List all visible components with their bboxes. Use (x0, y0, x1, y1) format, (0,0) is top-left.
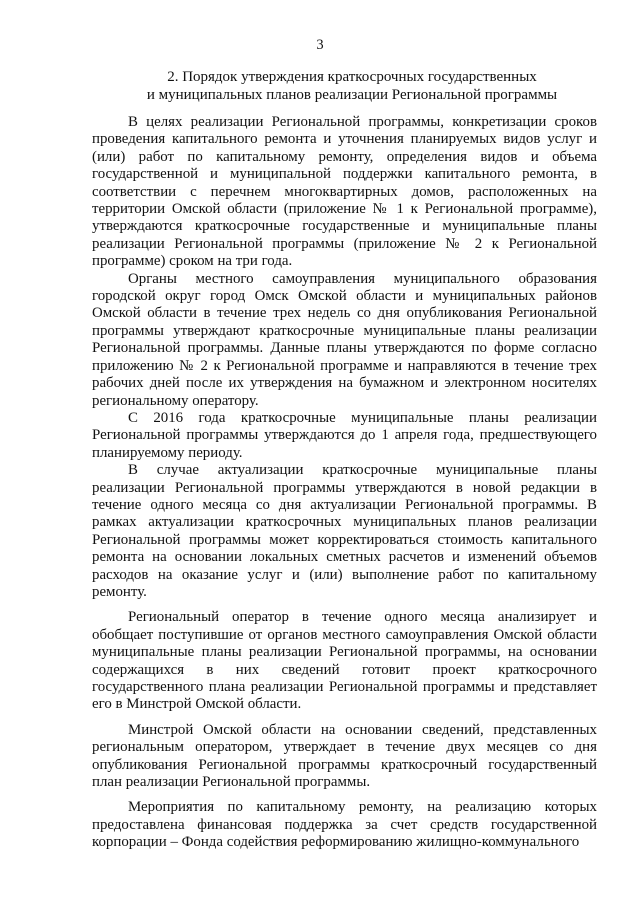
paragraph: Региональный оператор в течение одного месяца анализирует и обобщает поступившие от органов местного самоуправления Омской области муниципальные планы реализации Региональной программы, на основании содержащихся в них сведений готовит проект краткосрочного государственного плана реализации Региональной программы и представляет его в Минстрой Омской области. (92, 609, 597, 713)
section-title-line-1: 2. Порядок утверждения краткосрочных государственных (167, 69, 537, 85)
paragraph: В случае актуализации краткосрочные муниципальные планы реализации Региональной программы утверждаются в новой редакции в течение одного месяца со дня актуализации Региональной программы. В рамках актуализации краткосрочных муниципальных планов реализации Региональной программы может корректироваться стоимость капитального ремонта на основании локальных сметных расчетов и изменений объемов расходов на оказание услуг и (или) выполнение работ по капитальному ремонту. (92, 462, 597, 600)
paragraph: Минстрой Омской области на основании сведений, представленных региональным оператором, утверждает в течение двух месяцев со дня опубликования Региональной программы краткосрочный государственный план реализации Региональной программы. (92, 721, 597, 791)
section-title-line-2: и муниципальных планов реализации Региональной программы (146, 87, 558, 103)
paragraph: Мероприятия по капитальному ремонту, на реализацию которых предоставлена финансовая поддержка за счет средств государственной корпорации – Фонда содействия реформированию жилищно-коммунального (92, 799, 597, 851)
paragraph: С 2016 года краткосрочные муниципальные планы реализации Региональной программы утверждаются до 1 апреля года, предшествующего планируемому периоду. (92, 409, 597, 461)
paragraph: В целях реализации Региональной программы, конкретизации сроков проведения капитального ремонта и уточнения планируемых видов услуг и (или) работ по капитальному ремонту, определения видов и объема государственной и муниципальной поддержки капитального ремонта, в соответствии с перечнем многоквартирных домов, расположенных на территории Омской области (приложение № 1 к Региональной программе), утверждаются краткосрочные государственные и муниципальные планы реализации Региональной программы (приложение № 2 к Региональной программе) сроком на три года. (92, 114, 597, 270)
section-title (92, 68, 612, 104)
page-number: 3 (316, 37, 324, 53)
paragraph: Органы местного самоуправления муниципального образования городской округ город Омск Омской области и муниципальных районов Омской области в течение трех недель со дня опубликования Региональной программы утверждают краткосрочные муниципальные планы реализации Региональной программы. Данные планы утверждаются по форме согласно приложению № 2 к Региональной программе и направляются в течение трех рабочих дней после их утверждения на бумажном и электронном носителях региональному оператору. (92, 270, 597, 409)
body-text (92, 114, 597, 852)
